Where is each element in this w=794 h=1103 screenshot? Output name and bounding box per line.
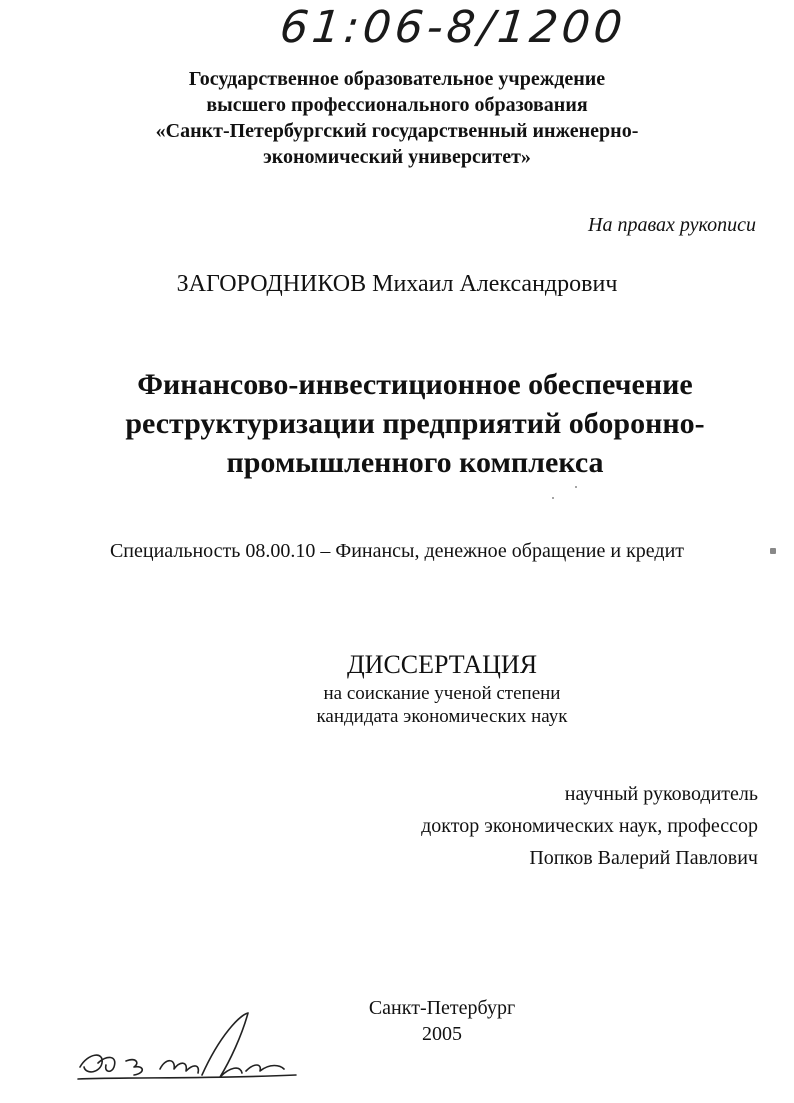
title-line: Финансово-инвестиционное обеспечение bbox=[137, 368, 693, 401]
city: Санкт-Петербург bbox=[368, 997, 516, 1019]
supervisor-degree: доктор экономических наук, профессор bbox=[421, 815, 758, 837]
archive-code-handwritten: 61:06-8/1200 bbox=[277, 2, 629, 53]
specialty-line: Специальность 08.00.10 – Финансы, денежное обращение и кредит bbox=[109, 540, 685, 562]
degree-line: на соискание ученой степени bbox=[323, 683, 561, 704]
title-line: реструктуризации предприятий оборонно- bbox=[125, 407, 705, 440]
scan-speck bbox=[575, 486, 577, 488]
dissertation-title bbox=[90, 365, 740, 482]
handwritten-signature bbox=[70, 1005, 310, 1090]
year: 2005 bbox=[422, 1023, 462, 1045]
supervisor-block bbox=[421, 778, 758, 874]
degree-description bbox=[0, 682, 794, 728]
institution-line: экономический университет» bbox=[263, 146, 531, 168]
institution-line: «Санкт-Петербургский государственный инженерно- bbox=[155, 120, 639, 142]
manuscript-rights-note: На правах рукописи bbox=[588, 214, 756, 236]
author-name: ЗАГОРОДНИКОВ Михаил Александрович bbox=[176, 271, 618, 297]
institution-line: высшего профессионального образования bbox=[206, 94, 588, 116]
scan-speck bbox=[770, 548, 776, 554]
degree-line: кандидата экономических наук bbox=[316, 706, 568, 727]
supervisor-role: научный руководитель bbox=[564, 783, 758, 805]
institution-line: Государственное образовательное учреждение bbox=[188, 68, 606, 90]
dissertation-heading: ДИССЕРТАЦИЯ bbox=[346, 650, 538, 679]
supervisor-name: Попков Валерий Павлович bbox=[529, 847, 758, 869]
title-line: промышленного комплекса bbox=[226, 446, 604, 479]
scan-speck bbox=[552, 497, 554, 499]
institution-block bbox=[100, 66, 694, 170]
